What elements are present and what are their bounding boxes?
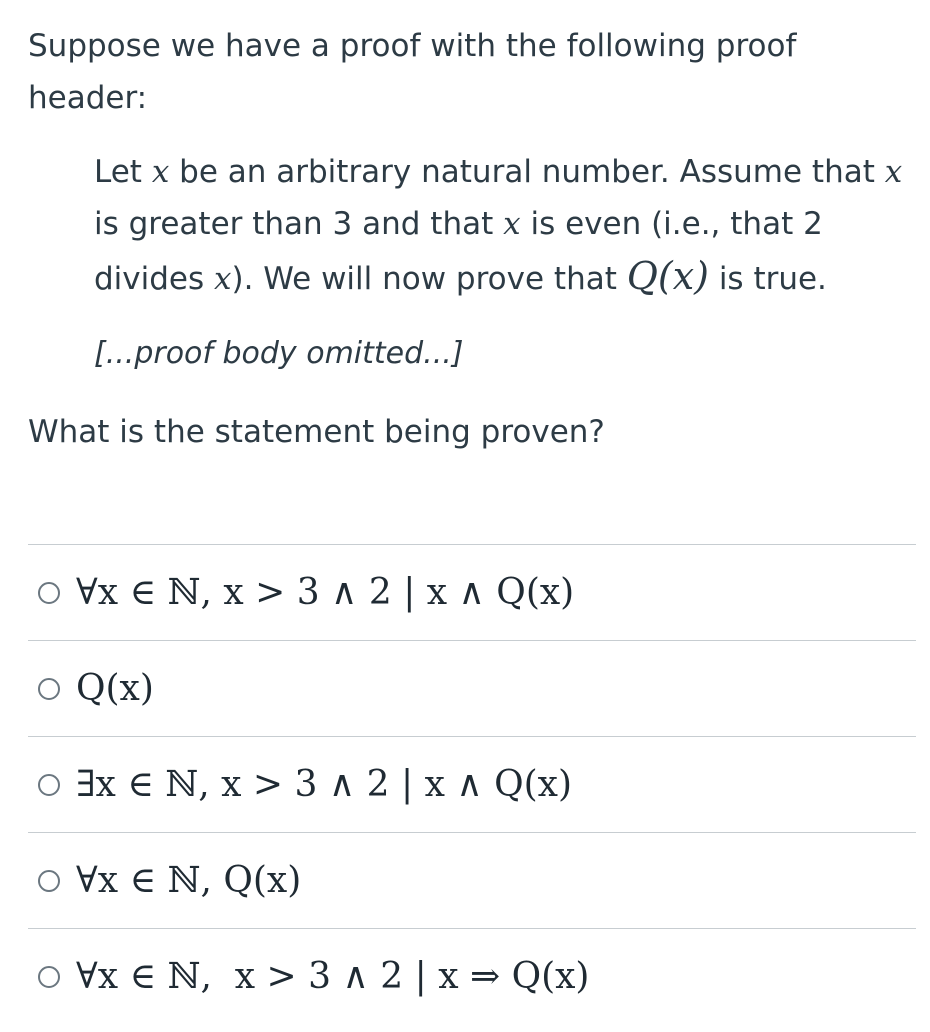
answer-option[interactable]	[28, 640, 916, 736]
radio-button[interactable]	[38, 582, 60, 604]
answer-label: ∃x ∈ ℕ, x > 3 ∧ 2 | x ∧ Q(x)	[76, 764, 573, 805]
radio-button[interactable]	[38, 774, 60, 796]
math-variable: x	[884, 154, 903, 190]
radio-button[interactable]	[38, 966, 60, 988]
answer-list	[28, 544, 916, 1024]
proof-body-omitted: [...proof body omitted...]	[94, 336, 464, 371]
question-intro: Suppose we have a proof with the following proof header:	[28, 28, 797, 116]
math-variable: x	[503, 206, 521, 242]
proof-header-quote	[94, 146, 914, 305]
math-variable: x	[214, 261, 232, 297]
answer-option[interactable]	[28, 928, 916, 1024]
radio-button[interactable]	[38, 870, 60, 892]
answer-option[interactable]	[28, 544, 916, 640]
answer-option[interactable]	[28, 832, 916, 928]
answer-label: Q(x)	[76, 668, 154, 709]
radio-button[interactable]	[38, 678, 60, 700]
answer-label: ∀x ∈ ℕ, x > 3 ∧ 2 | x ⇒ Q(x)	[76, 956, 590, 997]
answer-option[interactable]	[28, 736, 916, 832]
answer-label: ∀x ∈ ℕ, Q(x)	[76, 860, 302, 901]
question-prompt: What is the statement being proven?	[28, 414, 605, 450]
math-variable: x	[151, 154, 170, 190]
math-predicate: Q(x)	[626, 254, 709, 298]
proof-header-text: Let x be an arbitrary natural number. Assume that x is greater than 3 and that x is even (i.e., that 2 divides x). We will now prove that Q(x) is true.	[94, 154, 903, 298]
answer-label: ∀x ∈ ℕ, x > 3 ∧ 2 | x ∧ Q(x)	[76, 572, 575, 613]
